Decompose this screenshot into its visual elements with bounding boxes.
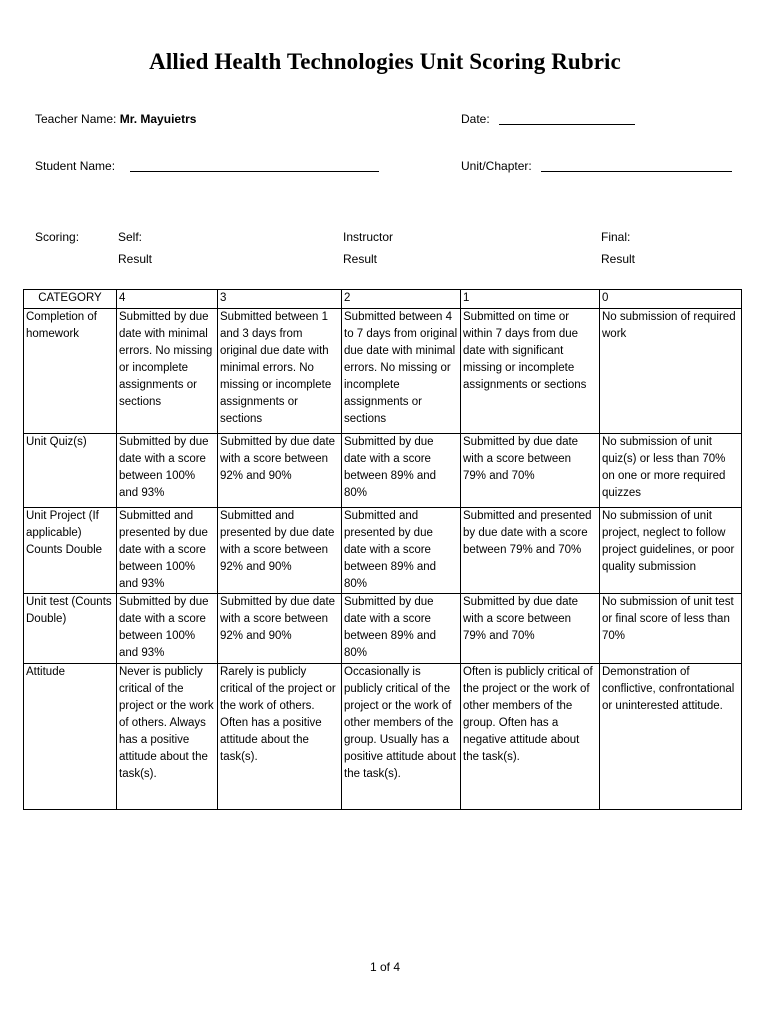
scoring-label: Scoring: — [35, 230, 80, 244]
teacher-name-label: Teacher Name: — [35, 112, 117, 126]
row-cell-score-0: No submission of required work — [600, 309, 742, 434]
row-category: Completion of homework — [24, 309, 117, 434]
header-score-2: 2 — [342, 290, 461, 309]
row-cell-score-4: Submitted by due date with a score between 100% and 93% — [117, 594, 218, 664]
row-category: Unit Project (If applicable) Counts Double — [24, 508, 117, 594]
row-cell-score-4: Submitted by due date with minimal errors. No missing or incomplete assignments or sections — [117, 309, 218, 434]
row-category: Attitude — [24, 664, 117, 810]
table-row-unit-test — [24, 594, 742, 664]
scoring-final-result: Result — [601, 252, 636, 266]
table-row-unit-quiz — [24, 434, 742, 508]
header-score-0: 0 — [600, 290, 742, 309]
header-score-1: 1 — [461, 290, 600, 309]
date-line — [461, 112, 635, 126]
row-cell-score-3: Submitted by due date with a score between 92% and 90% — [218, 594, 342, 664]
row-cell-score-0: No submission of unit project, neglect to follow project guidelines, or poor quality submission — [600, 508, 742, 594]
scoring-self-result: Result — [118, 252, 153, 266]
student-name-label: Student Name: — [35, 159, 116, 173]
row-cell-score-2: Submitted between 4 to 7 days from original due date with minimal errors. No missing or incomplete assignments or sections — [342, 309, 461, 434]
student-name-line — [35, 159, 379, 173]
row-cell-score-4: Submitted and presented by due date with a score between 100% and 93% — [117, 508, 218, 594]
row-cell-score-0: Demonstration of conflictive, confrontational or uninterested attitude. — [600, 664, 742, 810]
row-cell-score-1: Submitted by due date with a score between 79% and 70% — [461, 594, 600, 664]
header-score-4: 4 — [117, 290, 218, 309]
row-cell-score-0: No submission of unit quiz(s) or less than 70% on one or more required quizzes — [600, 434, 742, 508]
student-name-blank[interactable] — [130, 159, 379, 172]
unit-chapter-blank[interactable] — [541, 159, 732, 172]
date-label: Date: — [461, 112, 490, 126]
row-cell-score-4: Submitted by due date with a score between 100% and 93% — [117, 434, 218, 508]
scoring-instructor-label: Instructor — [343, 230, 394, 244]
page-number: 1 of 4 — [369, 960, 401, 974]
scoring-self-label: Self: — [118, 230, 143, 244]
row-cell-score-2: Occasionally is publicly critical of the project or the work of other members of the group. Usually has a positive attitude about the task(s). — [342, 664, 461, 810]
rubric-table — [23, 289, 742, 810]
row-cell-score-0: No submission of unit test or final score of less than 70% — [600, 594, 742, 664]
teacher-name-value: Mr. Mayuietrs — [119, 112, 197, 126]
scoring-final-label: Final: — [601, 230, 631, 244]
row-cell-score-1: Submitted on time or within 7 days from due date with significant missing or incomplete assignments or sections — [461, 309, 600, 434]
table-row-unit-project — [24, 508, 742, 594]
date-blank[interactable] — [499, 112, 635, 125]
row-cell-score-2: Submitted by due date with a score between 89% and 80% — [342, 594, 461, 664]
table-row-attitude — [24, 664, 742, 810]
teacher-name-line — [35, 112, 196, 126]
row-cell-score-3: Rarely is publicly critical of the project or the work of others. Often has a positive attitude about the task(s). — [218, 664, 342, 810]
scoring-instructor-result: Result — [343, 252, 378, 266]
unit-chapter-line — [461, 159, 732, 173]
row-cell-score-2: Submitted and presented by due date with a score between 89% and 80% — [342, 508, 461, 594]
row-category: Unit test (Counts Double) — [24, 594, 117, 664]
document-title: Allied Health Technologies Unit Scoring Rubric — [149, 49, 621, 74]
header-category: CATEGORY — [24, 290, 117, 309]
table-header-row — [24, 290, 742, 309]
row-cell-score-4: Never is publicly critical of the project or the work of others. Always has a positive attitude about the task(s). — [117, 664, 218, 810]
header-score-3: 3 — [218, 290, 342, 309]
row-cell-score-3: Submitted between 1 and 3 days from original due date with minimal errors. No missing or incomplete assignments or sections — [218, 309, 342, 434]
table-row-completion-of-homework — [24, 309, 742, 434]
row-cell-score-3: Submitted by due date with a score between 92% and 90% — [218, 434, 342, 508]
row-cell-score-1: Submitted and presented by due date with a score between 79% and 70% — [461, 508, 600, 594]
row-cell-score-1: Submitted by due date with a score between 79% and 70% — [461, 434, 600, 508]
row-cell-score-3: Submitted and presented by due date with a score between 92% and 90% — [218, 508, 342, 594]
row-category: Unit Quiz(s) — [24, 434, 117, 508]
row-cell-score-2: Submitted by due date with a score between 89% and 80% — [342, 434, 461, 508]
row-cell-score-1: Often is publicly critical of the project or the work of other members of the group. Often has a negative attitude about the task(s). — [461, 664, 600, 810]
unit-chapter-label: Unit/Chapter: — [461, 159, 532, 173]
